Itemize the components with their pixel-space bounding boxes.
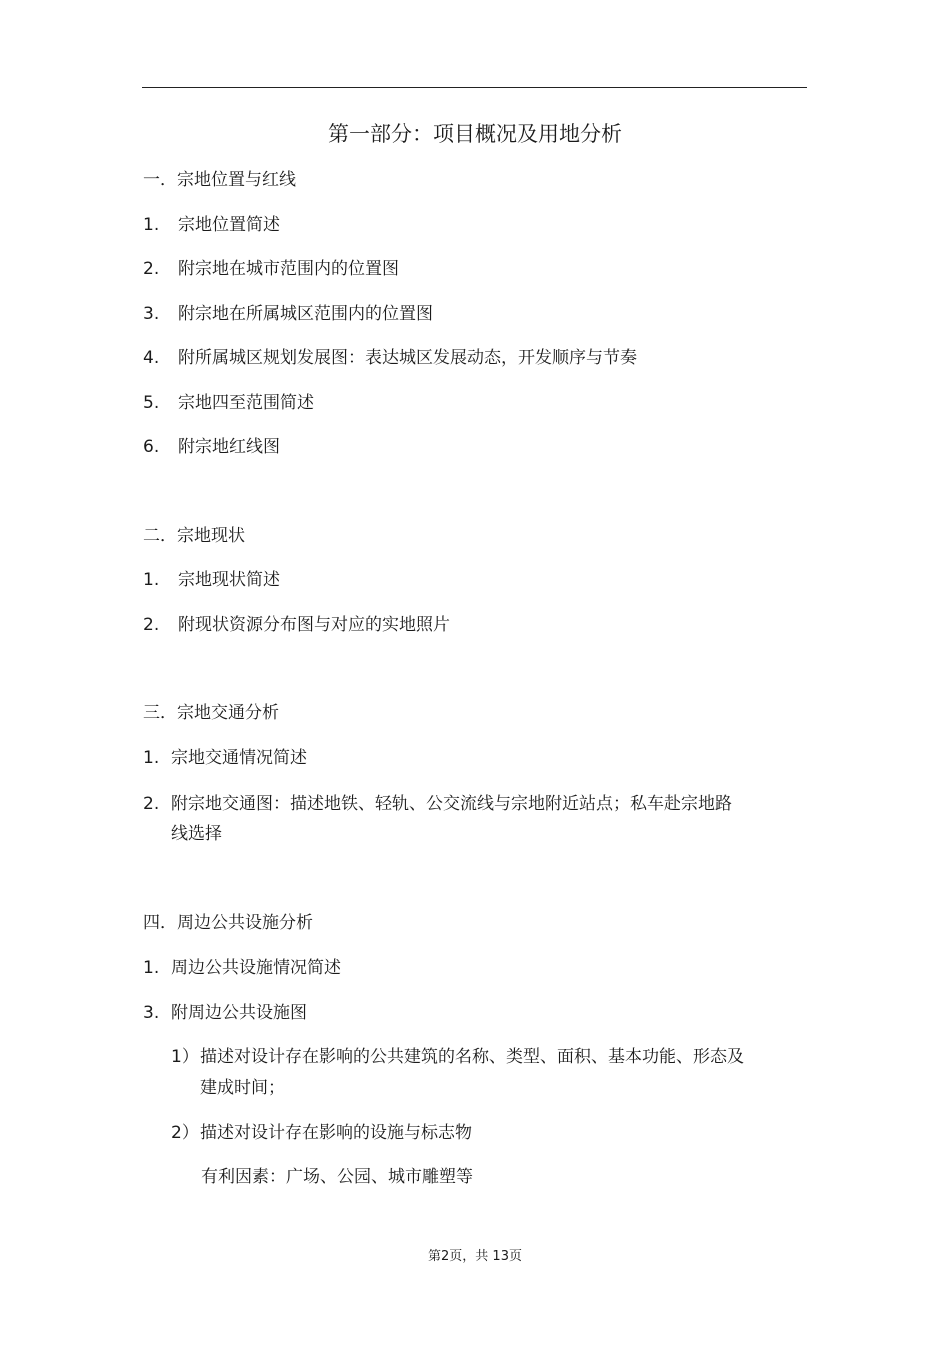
section-heading-2: 二．宗地现状 <box>143 526 245 546</box>
list-item <box>143 435 280 459</box>
item-text: 附现状资源分布图与对应的实地照片 <box>178 615 450 635</box>
page-title: 第一部分：项目概况及用地分析 <box>328 122 622 146</box>
item-number: 1. <box>143 958 160 978</box>
item-text: 附宗地红线图 <box>178 437 280 457</box>
list-item <box>143 1001 307 1025</box>
list-item <box>143 257 399 281</box>
item-number: 5. <box>143 393 160 413</box>
note-text: 有利因素：广场、公园、城市雕塑等 <box>201 1167 473 1187</box>
sub-item-text: 描述对设计存在影响的设施与标志物 <box>200 1123 472 1143</box>
section-heading-4: 四．周边公共设施分析 <box>143 913 313 933</box>
item-text: 附周边公共设施图 <box>171 1003 307 1023</box>
item-text: 附宗地在城市范围内的位置图 <box>178 259 399 279</box>
item-number: 2. <box>143 794 160 814</box>
list-item <box>143 746 307 770</box>
item-text: 宗地位置简述 <box>178 215 280 235</box>
list-item <box>143 792 732 816</box>
sub-item-number: 2） <box>171 1123 199 1143</box>
item-number: 4. <box>143 348 160 368</box>
section-heading-1: 一．宗地位置与红线 <box>143 170 296 190</box>
item-text: 宗地现状简述 <box>178 570 280 590</box>
item-number: 6. <box>143 437 160 457</box>
sub-list-item <box>171 1121 472 1145</box>
section-heading-3: 三．宗地交通分析 <box>143 703 279 723</box>
sub-list-item-continuation: 建成时间； <box>200 1078 285 1098</box>
item-number: 1. <box>143 570 160 590</box>
item-number: 1. <box>143 215 160 235</box>
item-text: 附宗地交通图：描述地铁、轻轨、公交流线与宗地附近站点；私车赴宗地路 <box>171 794 732 814</box>
list-item <box>143 302 433 326</box>
item-number: 1. <box>143 748 160 768</box>
page-footer: 第2页，共 13页 <box>428 1249 522 1264</box>
header-rule <box>142 87 807 88</box>
list-item <box>143 391 314 415</box>
list-item <box>143 956 341 980</box>
item-text: 宗地四至范围简述 <box>178 393 314 413</box>
sub-list-item <box>171 1045 744 1069</box>
sub-item-text: 描述对设计存在影响的公共建筑的名称、类型、面积、基本功能、形态及 <box>200 1047 744 1067</box>
list-item <box>143 346 637 370</box>
list-item-continuation: 线选择 <box>171 824 222 844</box>
item-number: 3. <box>143 1003 160 1023</box>
item-number: 2. <box>143 259 160 279</box>
item-text: 宗地交通情况简述 <box>171 748 307 768</box>
list-item <box>143 213 280 237</box>
list-item <box>143 613 450 637</box>
item-text: 周边公共设施情况简述 <box>171 958 341 978</box>
list-item <box>143 568 280 592</box>
item-number: 2. <box>143 615 160 635</box>
item-text: 附所属城区规划发展图：表达城区发展动态，开发顺序与节奏 <box>178 348 637 368</box>
item-number: 3. <box>143 304 160 324</box>
item-text: 附宗地在所属城区范围内的位置图 <box>178 304 433 324</box>
sub-item-number: 1） <box>171 1047 199 1067</box>
